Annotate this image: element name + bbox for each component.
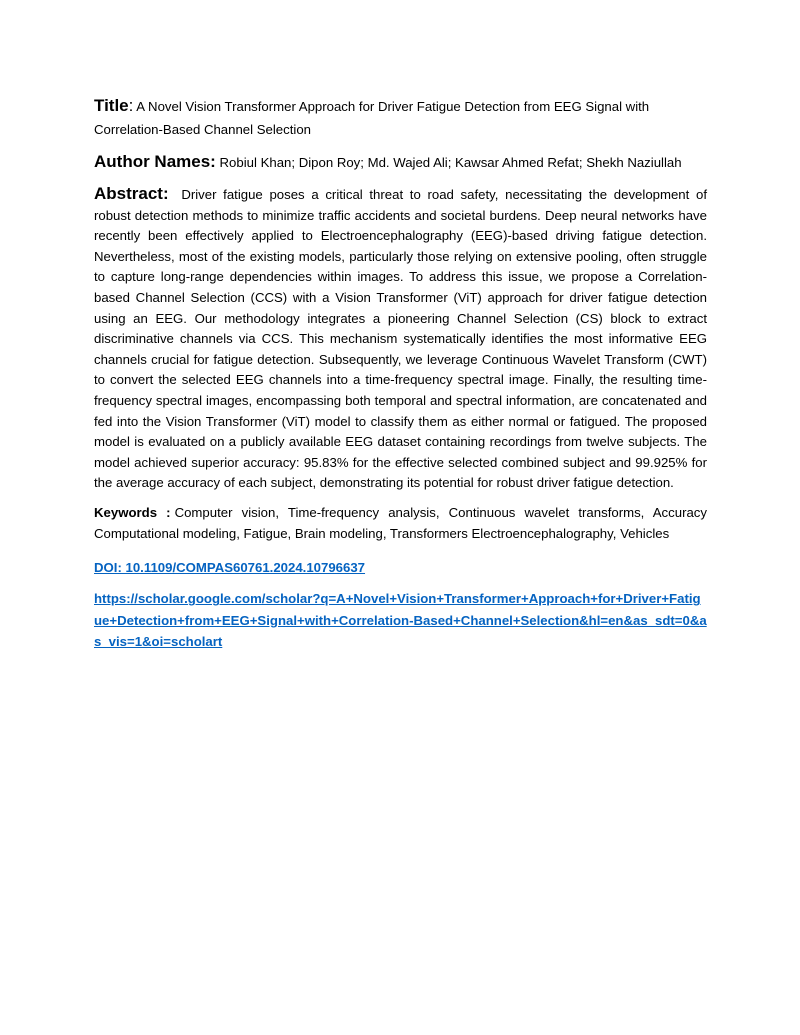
abstract-paragraph (94, 184, 707, 494)
document-page (94, 94, 707, 663)
abstract-text: Driver fatigue poses a critical threat to road safety, necessitating the development of robust detection methods to minimize traffic accidents and societal burdens. Deep neural networks have recently been effectively applied to Electroencephalography (EEG)-based driving fatigue detection. Nevertheless, most of the existing models, particularly those relying on extensive pooling, often struggle to capture long-range dependencies within images. To address this issue, we propose a Correlation-based Channel Selection (CCS) with a Vision Transformer (ViT) approach for driver fatigue detection using an EEG. Our methodology integrates a pioneering Channel Selection (CS) block to extract discriminative channels via CCS. This mechanism systematically identifies the most informative EEG channels crucial for fatigue detection. Subsequently, we leverage Continuous Wavelet Transform (CWT) to convert the selected EEG channels into a time-frequency spectral image. Finally, the resulting time-frequency spectral images, encompassing both temporal and spectral information, are concatenated and fed into the Vision Transformer (ViT) model to classify them as either normal or fatigued. The proposed model is evaluated on a publicly available EEG dataset containing recordings from twelve subjects. The model achieved superior accuracy: 95.83% for the effective selected combined subject and 99.925% for the average accuracy of each subject, demonstrating its potential for robust driver fatigue detection. (94, 187, 707, 491)
title-separator: : (128, 96, 134, 115)
keywords-paragraph (94, 502, 707, 545)
title-label: Title (94, 96, 129, 115)
authors-paragraph (94, 151, 707, 174)
keywords-text: Computer vision, Time-frequency analysis, Continuous wavelet transforms, Accuracy Computational modeling, Fatigue, Brain modeling, Transformers Electroencephalography, Vehicles (94, 504, 707, 542)
paper-title: A Novel Vision Transformer Approach for Driver Fatigue Detection from EEG Signal with Correlation-Based Channel Selection (94, 99, 650, 137)
scholar-paragraph (94, 588, 707, 653)
author-names: Robiul Khan; Dipon Roy; Md. Wajed Ali; Kawsar Ahmed Refat; Shekh Naziullah (215, 155, 682, 170)
keywords-label: Keywords : (94, 504, 171, 520)
scholar-link[interactable]: https://scholar.google.com/scholar?q=A+Novel+Vision+Transformer+Approach+for+Driver+Fatigue+Detection+from+EEG+Signal+with+Correlation-Based+Channel+Selection&hl=en&as_sdt=0&as_vis=1&oi=scholart (94, 591, 707, 650)
title-paragraph (94, 94, 707, 141)
authors-label: Author Names: (94, 152, 216, 171)
doi-paragraph (94, 557, 707, 579)
abstract-label: Abstract: (94, 184, 169, 203)
doi-link[interactable]: DOI: 10.1109/COMPAS60761.2024.10796637 (94, 559, 366, 575)
